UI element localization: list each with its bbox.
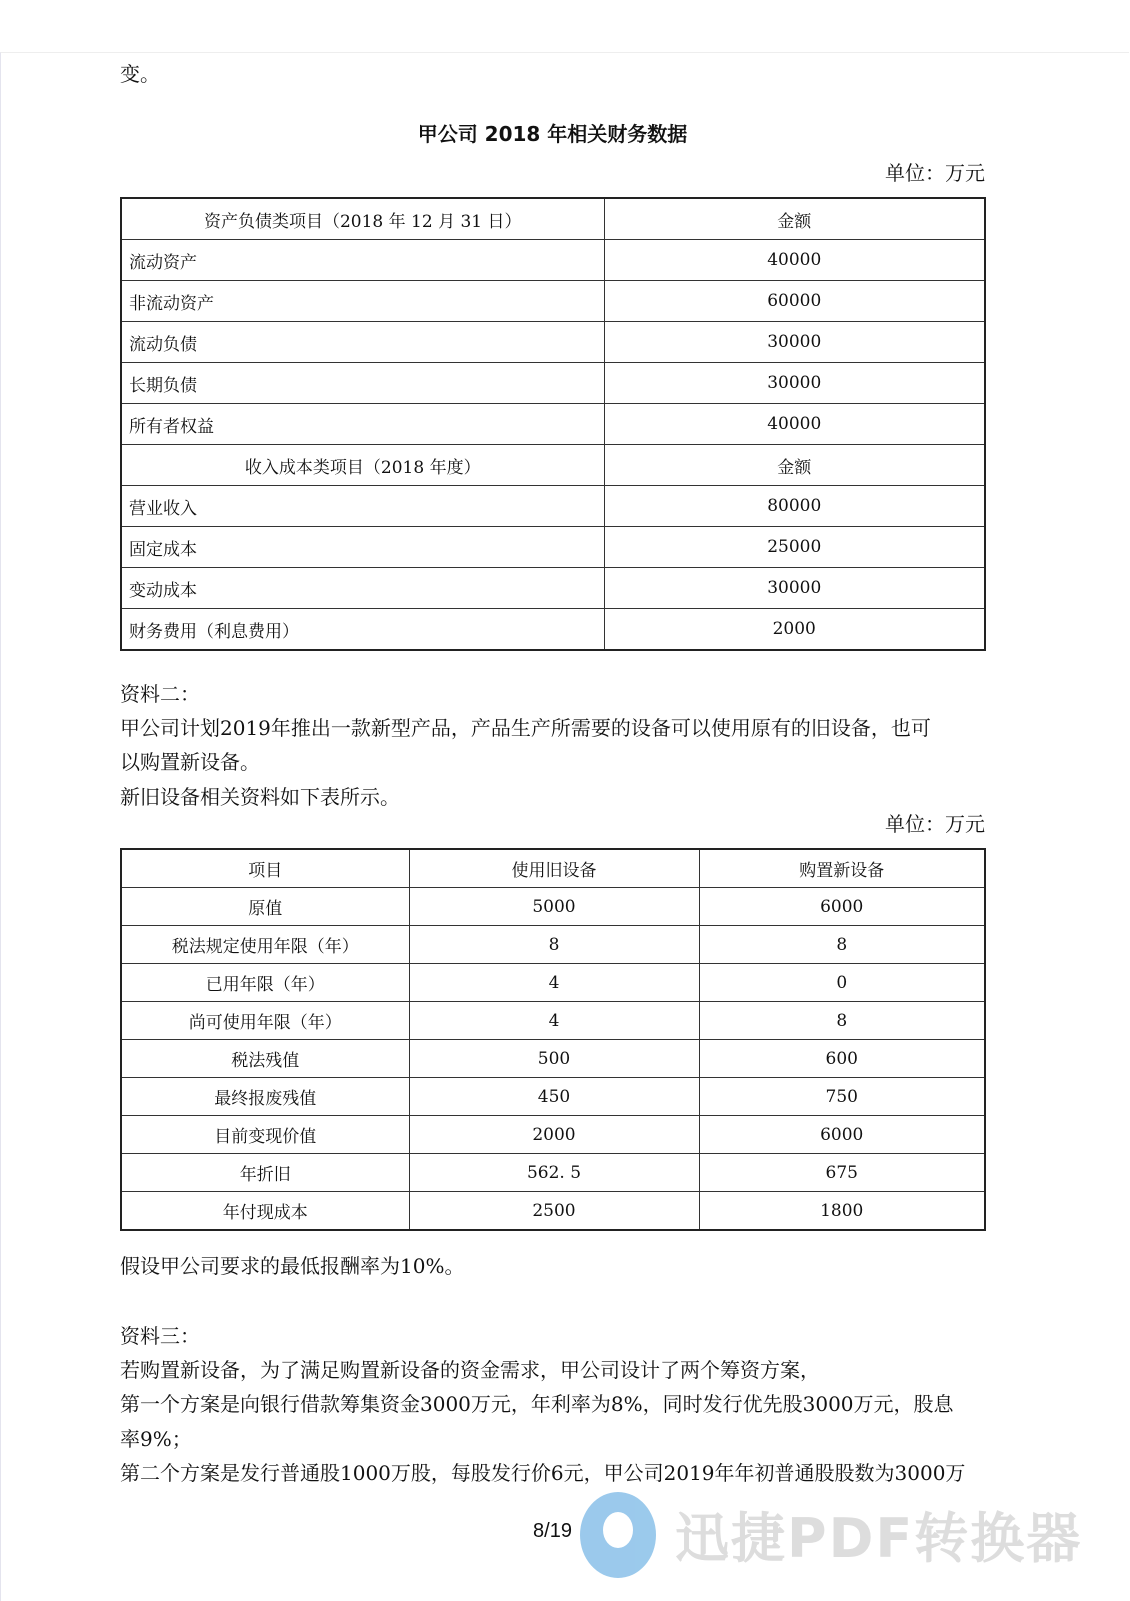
table-cell: 750 <box>699 1078 985 1116</box>
table-cell: 年折旧 <box>121 1154 409 1192</box>
table-cell: 使用旧设备 <box>409 849 699 888</box>
section3-line3: 率9%； <box>120 1427 192 1451</box>
table-cell: 80000 <box>604 486 985 527</box>
table-cell: 营业收入 <box>121 486 604 527</box>
table-cell: 562. 5 <box>409 1154 699 1192</box>
table-row <box>121 1078 985 1116</box>
table-row <box>121 849 985 888</box>
table-cell: 4 <box>409 1002 699 1040</box>
table-row <box>121 445 985 486</box>
table-cell: 税法规定使用年限（年） <box>121 926 409 964</box>
table-cell: 8 <box>409 926 699 964</box>
table-row <box>121 281 985 322</box>
table-cell: 资产负债类项目（2018 年 12 月 31 日） <box>121 198 604 240</box>
section2-para-line3: 新旧设备相关资料如下表所示。 <box>120 785 400 809</box>
table-cell: 年付现成本 <box>121 1192 409 1231</box>
table-cell: 目前变现价值 <box>121 1116 409 1154</box>
table-cell: 流动负债 <box>121 322 604 363</box>
table-cell: 原值 <box>121 888 409 926</box>
financial-data-table <box>120 197 986 651</box>
section2-heading: 资料二： <box>120 682 200 706</box>
page-number: 8/19 <box>533 1520 572 1542</box>
table-row <box>121 888 985 926</box>
table-cell: 收入成本类项目（2018 年度） <box>121 445 604 486</box>
table1-unit: 单位：万元 <box>885 161 985 185</box>
table-cell: 固定成本 <box>121 527 604 568</box>
table-cell: 非流动资产 <box>121 281 604 322</box>
table-cell: 675 <box>699 1154 985 1192</box>
table-cell: 600 <box>699 1040 985 1078</box>
table-cell: 财务费用（利息费用） <box>121 609 604 651</box>
table-row <box>121 926 985 964</box>
table-cell: 40000 <box>604 404 985 445</box>
section3-line1: 若购置新设备，为了满足购置新设备的资金需求，甲公司设计了两个筹资方案， <box>120 1358 820 1382</box>
section3-line4: 第二个方案是发行普通股1000万股，每股发行价6元，甲公司2019年年初普通股股数为3000万 <box>120 1461 966 1485</box>
table-cell: 25000 <box>604 527 985 568</box>
equipment-table <box>120 848 986 1231</box>
table-row <box>121 1116 985 1154</box>
table-cell: 6000 <box>699 888 985 926</box>
table-cell: 流动资产 <box>121 240 604 281</box>
table-cell: 450 <box>409 1078 699 1116</box>
table-row <box>121 1002 985 1040</box>
table-cell: 500 <box>409 1040 699 1078</box>
table-row <box>121 322 985 363</box>
table-cell: 长期负债 <box>121 363 604 404</box>
table-row <box>121 404 985 445</box>
table-cell: 金额 <box>604 445 985 486</box>
section3-heading: 资料三： <box>120 1324 200 1348</box>
table-cell: 项目 <box>121 849 409 888</box>
table-cell: 已用年限（年） <box>121 964 409 1002</box>
section2-para-line2: 以购置新设备。 <box>120 750 260 774</box>
table-cell: 30000 <box>604 568 985 609</box>
table-cell: 购置新设备 <box>699 849 985 888</box>
table-row <box>121 609 985 651</box>
table2-unit: 单位：万元 <box>885 812 985 836</box>
assumption-text: 假设甲公司要求的最低报酬率为10%。 <box>120 1254 465 1278</box>
section3-line2: 第一个方案是向银行借款筹集资金3000万元，年利率为8%，同时发行优先股3000万元，股息 <box>120 1392 954 1416</box>
table-cell: 最终报废残值 <box>121 1078 409 1116</box>
table-cell: 金额 <box>604 198 985 240</box>
table-row <box>121 568 985 609</box>
table-cell: 变动成本 <box>121 568 604 609</box>
table-cell: 30000 <box>604 322 985 363</box>
table-cell: 所有者权益 <box>121 404 604 445</box>
table-cell: 2500 <box>409 1192 699 1231</box>
table-cell: 尚可使用年限（年） <box>121 1002 409 1040</box>
table-row <box>121 527 985 568</box>
table-cell: 8 <box>699 926 985 964</box>
section2-para-line1: 甲公司计划2019年推出一款新型产品，产品生产所需要的设备可以使用原有的旧设备，也可 <box>120 716 931 740</box>
table-cell: 6000 <box>699 1116 985 1154</box>
watermark-text: 迅捷PDF转换器 <box>675 1507 1083 1570</box>
table-cell: 1800 <box>699 1192 985 1231</box>
table-row <box>121 363 985 404</box>
table-cell: 40000 <box>604 240 985 281</box>
table-cell: 8 <box>699 1002 985 1040</box>
table-cell: 60000 <box>604 281 985 322</box>
table-cell: 30000 <box>604 363 985 404</box>
table1-title: 甲公司 2018 年相关财务数据 <box>417 122 688 146</box>
intro-fragment: 变。 <box>120 62 160 86</box>
table-row <box>121 240 985 281</box>
table-cell: 0 <box>699 964 985 1002</box>
table-row <box>121 964 985 1002</box>
table-cell: 4 <box>409 964 699 1002</box>
table-cell: 2000 <box>409 1116 699 1154</box>
table-row <box>121 486 985 527</box>
table-cell: 税法残值 <box>121 1040 409 1078</box>
table-row <box>121 1192 985 1231</box>
table-cell: 2000 <box>604 609 985 651</box>
table-row <box>121 198 985 240</box>
table-row <box>121 1040 985 1078</box>
table-row <box>121 1154 985 1192</box>
table-cell: 5000 <box>409 888 699 926</box>
